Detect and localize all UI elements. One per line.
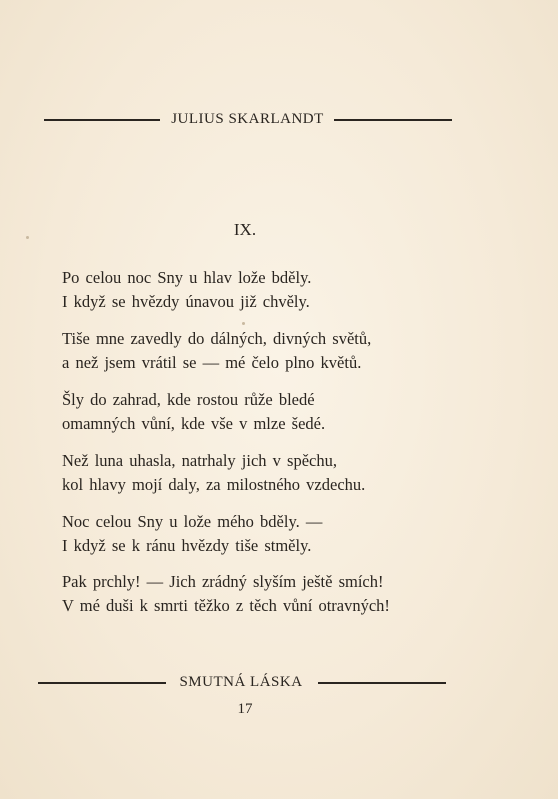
paper-speck bbox=[242, 322, 245, 325]
verse-line: Tiše mne zavedly do dálných, divných světů, bbox=[62, 329, 372, 348]
stanza-3 bbox=[62, 388, 442, 436]
running-foot-title: SMUTNÁ LÁSKA bbox=[179, 674, 303, 690]
verse-line: I když se hvězdy únavou již chvěly. bbox=[62, 292, 310, 311]
header-rule-right bbox=[334, 119, 452, 121]
verse-line: Po celou noc Sny u hlav lože bděly. bbox=[62, 268, 312, 287]
paper-speck bbox=[26, 236, 29, 239]
verse-line: I když se k ránu hvězdy tiše stměly. bbox=[62, 536, 312, 555]
verse-line: Než luna uhasla, natrhaly jich v spěchu, bbox=[62, 451, 337, 470]
verse-line: omamných vůní, kde vše v mlze šedé. bbox=[62, 414, 326, 433]
verse-line: Šly do zahrad, kde rostou růže bledé bbox=[62, 390, 315, 409]
footer-rule-right bbox=[318, 682, 446, 684]
verse-line: a než jsem vrátil se — mé čelo plno květů. bbox=[62, 353, 362, 372]
stanza-2 bbox=[62, 327, 442, 375]
verse-line: V mé duši k smrti těžko z těch vůní otravných! bbox=[62, 596, 390, 615]
verse-line: Noc celou Sny u lože mého bděly. — bbox=[62, 512, 323, 531]
header-rule-left bbox=[44, 119, 160, 121]
footer-rule-left bbox=[38, 682, 166, 684]
verse-line: kol hlavy mojí daly, za milostného vzdechu. bbox=[62, 475, 366, 494]
verse-line: Pak prchly! — Jich zrádný slyším ještě smích! bbox=[62, 572, 384, 591]
page-number: 17 bbox=[237, 701, 253, 717]
running-head-author: JULIUS SKARLANDT bbox=[171, 111, 324, 127]
stanza-5 bbox=[62, 510, 442, 558]
stanza-1 bbox=[62, 266, 442, 314]
poem-number: IX. bbox=[233, 220, 257, 239]
stanza-6 bbox=[62, 570, 442, 618]
stanza-4 bbox=[62, 449, 442, 497]
